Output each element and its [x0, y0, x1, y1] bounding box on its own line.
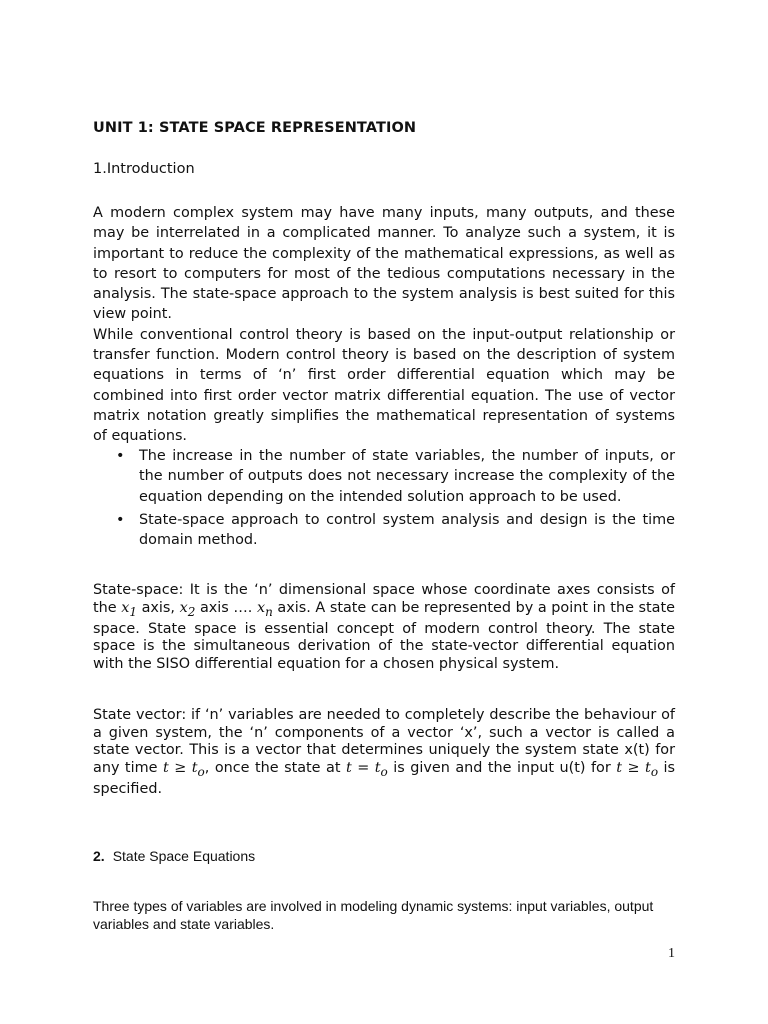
text-run: axis ….: [195, 599, 257, 616]
math-t-geq-to-2: $t \ge t_o$: [616, 759, 659, 779]
intro-paragraph-2: While conventional control theory is based on the input-output relationship or transfer function. Modern control theory is based on the description of system equations in terms of ‘n’ first order differential equation which may be combined into first order vector matrix differential equation. The use of vector matrix notation greatly simplifies the mathematical representation of systems of equations.: [93, 326, 675, 445]
math-x2: $x_2$: [179, 599, 196, 619]
state-space-paragraph: [93, 582, 675, 673]
text-run: State-space: It is the ‘n’ dimensional space whose coordinate axes consists of the: [93, 582, 675, 616]
text-run: is given and the input u(t) for: [387, 759, 617, 776]
introduction-heading: 1.Introduction: [93, 161, 195, 177]
list-item: [93, 446, 675, 507]
section-2-body: Three types of variables are involved in modeling dynamic systems: input variables, output variables and state variables.: [93, 898, 654, 932]
unit-title: UNIT 1: STATE SPACE REPRESENTATION: [93, 120, 417, 136]
math-xn: $x_n$: [256, 599, 273, 619]
state-vector-paragraph: [93, 707, 675, 798]
bullet-icon: •: [116, 448, 125, 464]
text-run: , once the state at: [204, 759, 346, 776]
math-x1: $x_1$: [121, 599, 137, 619]
section-title: State Space Equations: [112, 848, 256, 864]
list-item: [93, 510, 675, 551]
text-run: State vector: if ‘n’ variables are needed to completely describe the behaviour of a given system, the ‘n’ components of a vector ‘x’, such a vector is called a state vector. This is a vector that determines uniquely the system state x(t) for any time: [93, 707, 675, 776]
list-item-text: State-space approach to control system analysis and design is the time domain method.: [139, 511, 675, 549]
bullet-list: [93, 446, 675, 553]
list-item-text: The increase in the number of state variables, the number of inputs, or the number of outputs does not necessary increase the complexity of the equation depending on the intended solution approach to be used.: [139, 448, 675, 505]
math-t-geq-to: $t \ge t_o$: [162, 759, 205, 779]
bullet-icon: •: [116, 511, 125, 528]
document-page: [93, 0, 675, 1024]
intro-paragraph-1: A modern complex system may have many inputs, many outputs, and these may be interrelated in a complicated manner. To analyze such a system, it is important to reduce the complexity of the mathematical expressions, as well as to resort to computers for most of the tedious computations necessary in the analysis. The state-space approach to the system analysis is best suited for this view point.: [93, 205, 675, 323]
text-run: axis. A state can be represented by a point in the state space. State space is essential concept of modern control theory. The state space is the simultaneous derivation of the state-vector differential equation with the SISO differential equation for a chosen physical system.: [93, 599, 675, 672]
page-number: 1: [668, 946, 675, 961]
text-run: axis,: [136, 599, 180, 616]
math-t-eq-to: $t = t_o$: [345, 759, 388, 779]
text-run: is specified.: [93, 759, 676, 797]
introduction-text: [93, 203, 675, 447]
section-number: 2.: [93, 848, 105, 864]
section-2-heading: [93, 848, 255, 864]
